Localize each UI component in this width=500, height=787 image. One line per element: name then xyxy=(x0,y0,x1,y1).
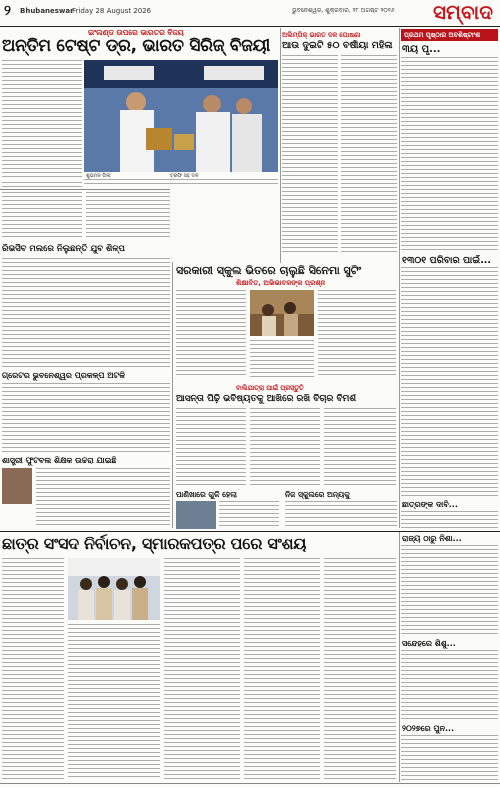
lead-photo-caption-left: ଶୁଭମନ ଗିଲ୍ xyxy=(86,173,111,179)
lead-headline: ଅନ୍ତିମ ଟେଷ୍ଟ ଡ୍ର, ଭାରତ ସିରିଜ୍ ବିଜୟୀ xyxy=(2,36,270,56)
bottom-body-c xyxy=(164,558,240,780)
right-banner-text: ପ୍ରଥମ ପୃଷ୍ଠାର ଅବଶିଷ୍ଟାଂଶ xyxy=(404,31,481,39)
right-box3-body xyxy=(401,511,498,529)
date-label: Friday 28 August 2026 xyxy=(72,7,152,15)
sports-headline: ଆଉ ଦୁଇଟି ୫୦ ବର୍ଷୀୟା ମହିଳା xyxy=(282,40,393,51)
masthead-rule xyxy=(0,26,500,27)
bottom-body-e xyxy=(324,558,396,780)
footer-rule xyxy=(0,783,500,784)
midleft-sub2: ଶାସ୍ତ୍ରୀ ଫୁଟବଲ ଶିକ୍ଷକ ଉଚ୍ଚରା ଯାଇଛି xyxy=(2,456,117,465)
midleft-top-body xyxy=(2,192,82,240)
center-body-c xyxy=(318,290,396,378)
center-story2-headline: ଆସନ୍ତା ପିଢ଼ି ଭବିଷ୍ୟତକୁ ଆଖିରେ ରଖି ବିଚାର ବିମର୍ଶ xyxy=(176,394,357,404)
right-box5-body xyxy=(401,650,498,720)
center-photo xyxy=(250,290,314,336)
city-label: Bhubaneswar xyxy=(20,7,74,15)
lead-body-bottom-a xyxy=(2,182,82,188)
lead-photo xyxy=(84,60,278,172)
right-banner xyxy=(401,29,498,41)
edition-logo: ୨ xyxy=(4,3,11,19)
center-story3-photo xyxy=(176,501,216,529)
center-story2-body-a xyxy=(176,408,246,486)
sports-body-b xyxy=(341,55,397,255)
midleft-body-a xyxy=(2,258,170,368)
right-box6-body xyxy=(401,735,498,780)
bottom-headline: ଛାତ୍ର ସଂସଦ ନିର୍ବାଚନ, ସ୍ମାରକପତ୍ର ପରେ ସଂଶୟ xyxy=(2,534,307,553)
center-body-b xyxy=(250,340,314,378)
right-box5-title: ସନ୍ଦେହରେ ଶିଶୁ... xyxy=(402,639,456,648)
right-box4-title: ରାଜ୍ୟ ଠାରୁ ନିଶା... xyxy=(402,534,462,543)
midleft-body-b xyxy=(2,383,170,453)
masthead xyxy=(0,0,500,28)
bottom-body-a xyxy=(2,558,64,780)
bottom-photo xyxy=(68,558,160,620)
lead-photo-caption-right: ଟ୍ରଫି ସହ ଦଳ xyxy=(170,173,199,179)
bottom-rule xyxy=(0,531,500,532)
bottom-body-b xyxy=(68,624,160,780)
right-box1-body xyxy=(401,57,498,252)
center-story3-headline: ପାଣିଖାରେ ଗୁଳି ହେଲା xyxy=(176,490,237,499)
center-story2-kicker: ବାଲିଯାତ୍ରା ପାଇଁ ପ୍ରସ୍ତୁତି xyxy=(236,384,304,392)
lead-kicker: ଇଂଲଣ୍ଡ ଉପରେ ଭାରତର ବିଜୟ xyxy=(88,28,184,37)
lead-photo-caption-lines xyxy=(84,179,278,187)
right-box1-title: ୩ୟ ପୃ... xyxy=(402,44,441,55)
midleft-thumb xyxy=(2,468,32,504)
center-subhead: ଶିକ୍ଷାବିତ, ଅଭିଭାବକଙ୍କ ପ୍ରଶ୍ନ xyxy=(236,279,326,287)
midleft-sub1: ଗ୍ରେଟର ଭୁବନେଶ୍ୱର ପ୍ରକଳ୍ପ ଅଟକି xyxy=(2,371,125,380)
col-divider-right xyxy=(399,28,400,528)
sports-kicker: ଅଲିମ୍ପିକ୍ ଭାରତ ଦଳ ଘୋଷଣା xyxy=(282,31,361,39)
sports-body-a xyxy=(282,55,338,255)
section-rule-mid xyxy=(0,189,170,190)
center-headline: ସରକାରୀ ସ୍କୁଲ ଭିତରେ ଚାଲୁଛି ସିନେମା ସୁଟିଂ xyxy=(176,264,362,277)
center-story2-body-b xyxy=(250,408,320,486)
col-divider-bottom-right xyxy=(399,532,400,782)
center-story4-body xyxy=(285,501,397,529)
center-story4-headline: ନିଜ ସ୍କୁଲରେ ଅନ୍ୟକୁ xyxy=(285,490,350,499)
col-divider-2 xyxy=(172,262,173,528)
date-odia: ଭୁବନେଶ୍ୱର, ଶୁକ୍ରବାର, ୨୮ ଅଗଷ୍ଟ ୨୦୨୬ xyxy=(292,7,395,14)
center-story3-body xyxy=(219,501,279,529)
midleft-top-body-b xyxy=(86,192,170,240)
center-story2-body-c xyxy=(324,408,396,486)
lead-body-left xyxy=(2,60,82,178)
right-box2-title: ୧୩୦୧ ପରିବାର ପାଇଁ... xyxy=(402,255,492,266)
bottom-body-d xyxy=(244,558,320,780)
midleft-headline: ରିଭର୍ସିବ ମଲରେ ନିଲୁଛନ୍ତି ଯୁବ ଶିଳ୍ପ xyxy=(2,244,125,254)
midleft-body-c xyxy=(36,468,170,528)
center-body-a xyxy=(176,290,246,378)
paper-logo: ସମ୍ବାଦ xyxy=(433,0,493,24)
right-box2-body xyxy=(401,267,498,497)
right-box4-body xyxy=(401,545,498,635)
right-box3-title: ଛାତ୍ରଙ୍କ ଦାବି... xyxy=(402,500,458,509)
right-box6-title: ୨୦୨୭ରେ ପୁନ... xyxy=(402,724,455,733)
col-divider-1 xyxy=(280,28,281,263)
